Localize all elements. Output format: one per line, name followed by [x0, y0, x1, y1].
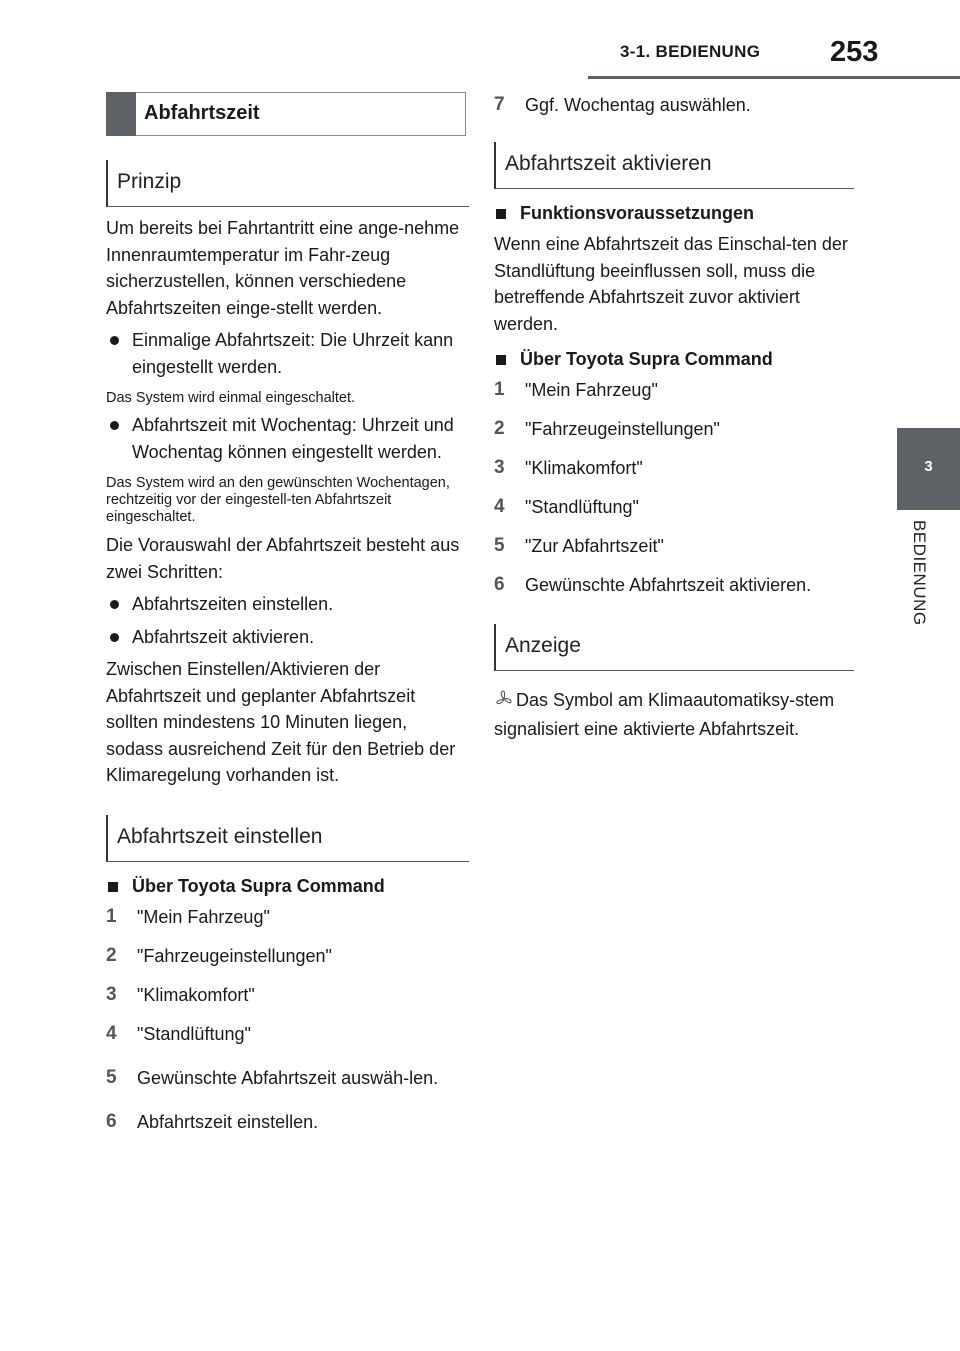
step-text: Gewünschte Abfahrtszeit auswäh-len. [137, 1067, 439, 1088]
anzeige-paragraph [494, 687, 854, 742]
vorauswahl-paragraph: Die Vorauswahl der Abfahrtszeit besteht aus zwei Schritten: [106, 535, 460, 582]
chapter-reference: 3-1. BEDIENUNG [620, 42, 761, 61]
right-column [494, 92, 854, 742]
step-text: Gewünschte Abfahrtszeit aktivieren. [525, 575, 812, 595]
note-wochentage: Das System wird an den gewünschten Wochentagen, rechtzeitig vor der eingestell-ten Abfahrtszeit eingeschaltet. [106, 475, 450, 525]
step-text: "Mein Fahrzeug" [137, 906, 270, 927]
heading-bar [106, 92, 136, 136]
left-column [106, 92, 466, 1135]
zwischen-paragraph: Zwischen Einstellen/Aktivieren der Abfahrtszeit und geplanter Abfahrtszeit sollten mindestens 10 Minuten liegen, sodass ausreichend Zeit für den Betrieb der Klimaregelung vorhanden ist. [106, 659, 456, 785]
step-text: "Mein Fahrzeug" [525, 380, 658, 400]
subheading-abfahrtszeit-aktivieren: Abfahrtszeit aktivieren [494, 142, 854, 189]
step-number: 1 [494, 379, 505, 400]
step-number: 7 [494, 94, 505, 115]
step-number: 5 [106, 1066, 117, 1088]
chapter-side-label: BEDIENUNG [910, 520, 929, 626]
step-text: "Fahrzeugeinstellungen" [137, 945, 332, 966]
step-item [494, 572, 854, 598]
subheading-abfahrtszeit-einstellen: Abfahrtszeit einstellen [106, 815, 469, 862]
chapter-tab-number: 3 [924, 458, 933, 475]
step-text: Abfahrtszeit einstellen. [137, 1111, 319, 1132]
step-number: 3 [494, 457, 505, 478]
step-item [494, 416, 854, 442]
step-number: 5 [494, 535, 505, 556]
subheading-anzeige: Anzeige [494, 624, 854, 671]
bullet-einstellen: Abfahrtszeiten einstellen. [106, 591, 466, 618]
subsection-command: Über Toyota Supra Command [494, 347, 854, 371]
step-text: "Klimakomfort" [137, 984, 255, 1005]
step-number: 6 [106, 1110, 117, 1132]
step-number: 2 [494, 418, 505, 439]
section-heading-text: Abfahrtszeit [144, 102, 260, 124]
step-text: "Zur Abfahrtszeit" [525, 536, 664, 556]
bullet-abfahrtszeit-wochentag: Abfahrtszeit mit Wochentag: Uhrzeit und Wochentag können eingestellt werden. [106, 412, 466, 465]
step-number: 3 [106, 983, 117, 1005]
subheading-prinzip: Prinzip [106, 160, 469, 207]
step-item [106, 1109, 466, 1135]
step-text: "Klimakomfort" [525, 458, 643, 478]
step-item [106, 1021, 466, 1047]
step-item [106, 1060, 466, 1096]
fan-icon [494, 689, 514, 716]
step-text: "Fahrzeugeinstellungen" [525, 419, 720, 439]
step-item [494, 92, 854, 118]
bullet-einmalige-abfahrtszeit: Einmalige Abfahrtszeit: Die Uhrzeit kann eingestellt werden. [106, 327, 466, 380]
intro-paragraph: Um bereits bei Fahrtantritt eine ange-nehme Innenraumtemperatur im Fahr-zeug sicherzustellen, können verschiedene Abfahrtszeiten einge-stellt werden. [106, 218, 460, 318]
step-number: 6 [494, 574, 505, 595]
step-item [494, 455, 854, 481]
subsection-command: Über Toyota Supra Command [106, 874, 466, 898]
section-heading-abfahrtszeit [106, 92, 466, 136]
step-item [106, 904, 466, 930]
header-rule [588, 76, 960, 79]
step-text: "Standlüftung" [525, 497, 639, 517]
step-number: 1 [106, 905, 117, 927]
page-number: 253 [830, 36, 879, 68]
page-header [0, 0, 960, 80]
step-item [494, 494, 854, 520]
step-item [106, 982, 466, 1008]
note-einmal: Das System wird einmal eingeschaltet. [106, 390, 356, 406]
step-text: "Standlüftung" [137, 1023, 251, 1044]
step-number: 4 [106, 1022, 117, 1044]
step-item [106, 943, 466, 969]
step-item [494, 377, 854, 403]
step-number: 2 [106, 944, 117, 966]
chapter-side-tab [897, 428, 960, 510]
step-text: Ggf. Wochentag auswählen. [525, 95, 751, 115]
step-item [494, 533, 854, 559]
step-number: 4 [494, 496, 505, 517]
bullet-aktivieren: Abfahrtszeit aktivieren. [106, 624, 466, 651]
subsection-funktionsvoraussetzungen: Funktionsvoraussetzungen [494, 201, 854, 225]
funktion-paragraph: Wenn eine Abfahrtszeit das Einschal-ten der Standlüftung beeinflussen soll, muss die betreffende Abfahrtszeit zuvor aktiviert werden. [494, 234, 848, 334]
anzeige-text: Das Symbol am Klimaautomatiksy-stem signalisiert eine aktivierte Abfahrtszeit. [494, 690, 835, 739]
